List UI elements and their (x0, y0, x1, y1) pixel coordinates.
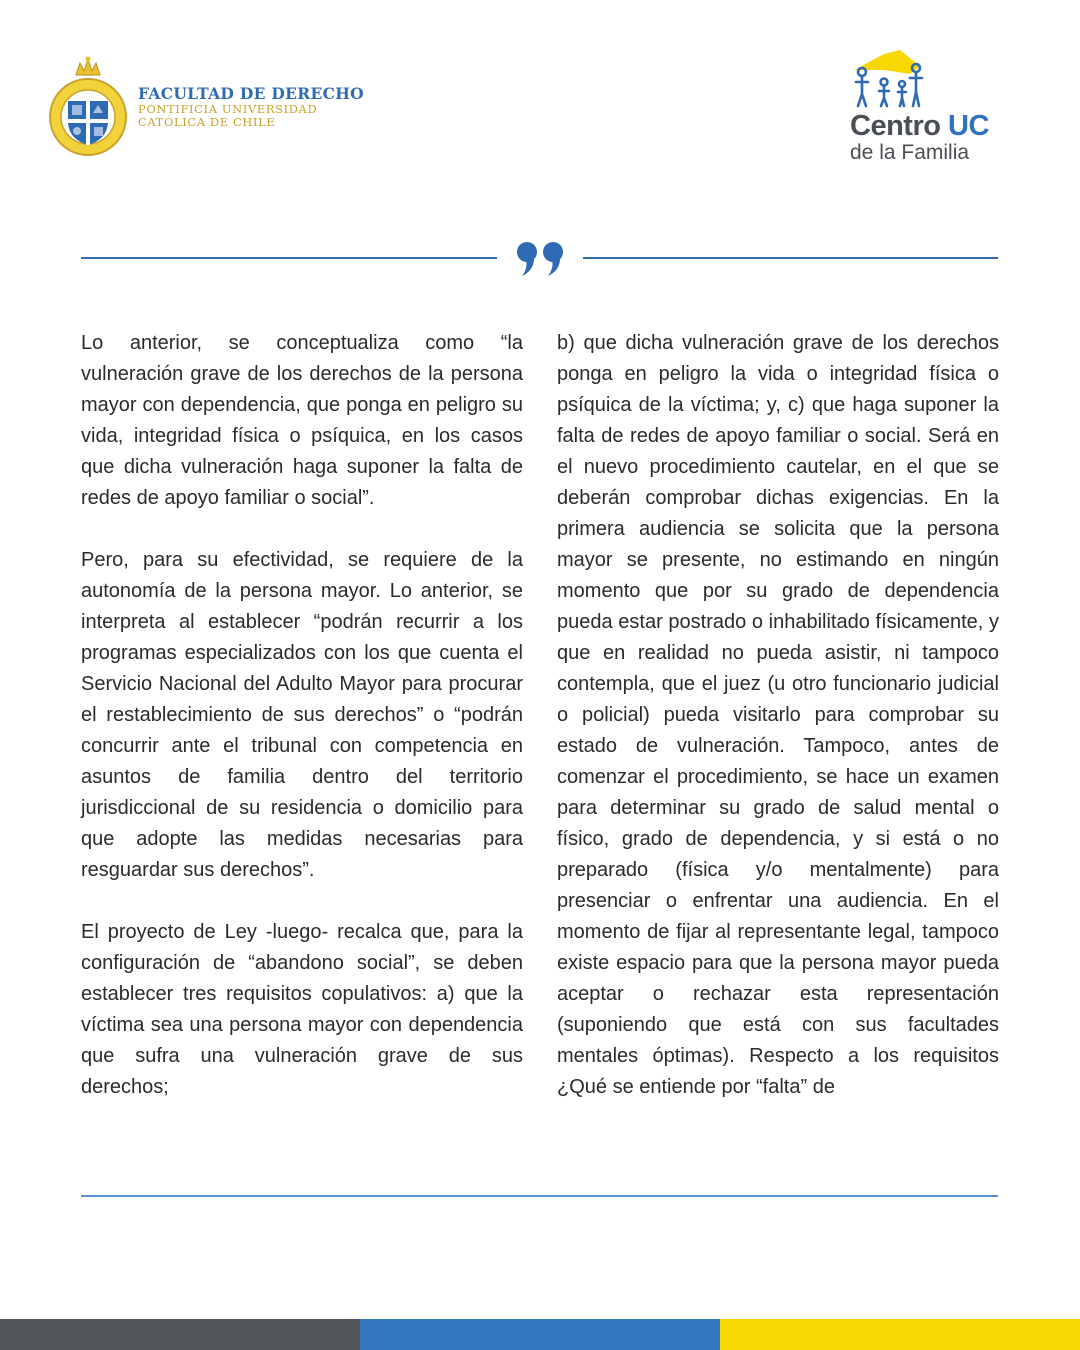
centro-word: Centro (850, 110, 941, 142)
uc-word: UC (948, 110, 989, 142)
centro-uc-title (850, 112, 1020, 141)
paragraph: b) que dicha vulneración grave de los derechos ponga en peligro la vida o integridad física o psíquica de la víctima; y, c) que haga suponer la falta de redes de apoyo familiar o social. Será en el nuevo procedimiento cautelar, en el que se deberán comprobar dichas exigencias. En la primera audiencia se solicita que la persona mayor se presente, no estimando en ningún momento que por su grado de dependencia pueda estar postrado o inhabilitado físicamente, y que en realidad no pueda asistir, ni tampoco contempla, que el juez (u otro funcionario judicial o policial) pueda visitarlo para comprobar su estado de vulneración. Tampoco, antes de comenzar el procedimiento, se hace un examen para determinar su grado de salud mental o físico, grado de dependencia, y si está o no preparado (física y/o mentalmente) para presenciar o enfrentar una audiencia. En el momento de fijar al representante legal, tampoco existe espacio para que la persona mayor pueda aceptar o rechazar esta representación (suponiendo que está con sus facultades mentales óptimas). Respecto a los requisitos ¿Qué se entiende por “falta” de (557, 332, 999, 1098)
divider-right (583, 257, 998, 259)
footer-bar-gray (0, 1319, 360, 1350)
university-seal-icon (48, 55, 128, 159)
faculty-logo (48, 55, 364, 159)
bottom-divider (81, 1195, 998, 1197)
faculty-university-line: PONTIFICIA UNIVERSIDAD (138, 101, 318, 116)
paragraph: El proyecto de Ley -luego- recalca que, para la configuración de “abandono social”, se deben establecer tres requisitos copulativos: a) que la víctima sea una persona mayor con dependencia que sufra una vulneración grave de sus derechos; (81, 921, 523, 1098)
faculty-title: FACULTAD DE DERECHO (138, 83, 364, 103)
paragraph: Lo anterior, se conceptualiza como “la vulneración grave de los derechos de la persona mayor con dependencia, que ponga en peligro su vida, integridad física o psíquica, en los casos que dicha vulneración haga suponer la falta de redes de apoyo familiar o social”. (81, 332, 523, 509)
divider-left (81, 257, 497, 259)
family-house-icon (850, 48, 930, 110)
footer-bar-yellow (720, 1319, 1080, 1350)
paragraph: Pero, para su efectividad, se requiere de la autonomía de la persona mayor. Lo anterior, se interpreta al establecer “podrán recurrir a los programas especializados con los que cuenta el Servicio Nacional del Adulto Mayor para procurar el restablecimiento de sus derechos” o “podrán concurrir ante el tribunal con competencia en asuntos de familia dentro del territorio jurisdiccional de su residencia o domicilio para que adopte las medidas necesarias para resguardar sus derechos”. (81, 549, 523, 881)
left-column (81, 328, 523, 1103)
centro-subtitle: de la Familia (850, 141, 970, 164)
centro-uc-logo (850, 48, 1020, 164)
quote-icon (514, 238, 566, 278)
footer-bar-blue (360, 1319, 720, 1350)
right-column (557, 328, 999, 1103)
faculty-country-line: CATÓLICA DE CHILE (138, 114, 276, 129)
